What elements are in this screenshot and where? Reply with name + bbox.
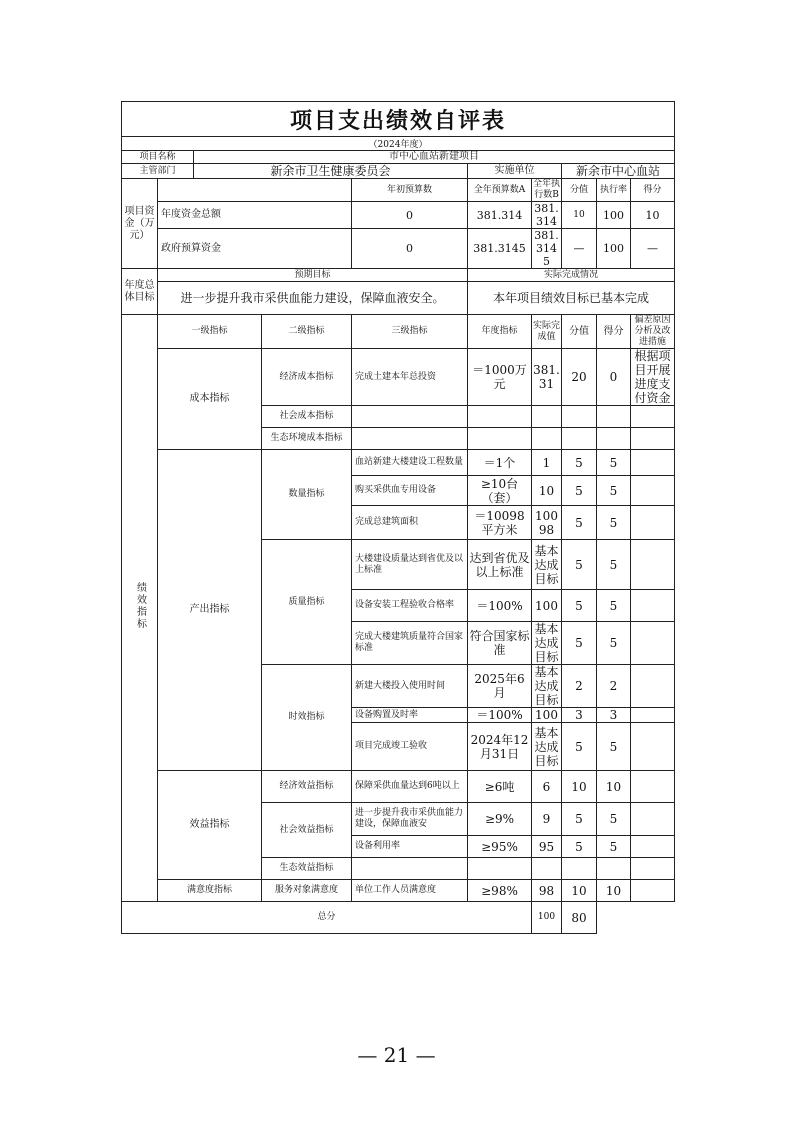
funds-total-initial: 0 (352, 202, 468, 229)
funds-header-executed: 全年执行数B (533, 179, 561, 200)
r2-target: ＝1个 (468, 450, 532, 476)
r12-target: ≥9% (468, 803, 532, 836)
funds-gov-annual: 381.3145 (468, 229, 532, 269)
funds-gov-executed: 381.3145 (532, 229, 562, 269)
r10-target: 2024年12月31日 (468, 723, 532, 771)
r3-actual: 10 (532, 476, 562, 506)
r14-target: ≥98% (468, 880, 532, 902)
r9-actual: 100 (532, 708, 562, 723)
r4-name: 完成总建筑面积 (352, 506, 468, 540)
r2-actual: 1 (532, 450, 562, 476)
project-name: 市中心血站新建项目 (194, 151, 675, 164)
r3-target: ≥10台（套） (468, 476, 532, 506)
level2-service: 服务对象满意度 (262, 880, 352, 902)
header-weight: 分值 (562, 315, 597, 349)
dept-value: 新余市卫生健康委员会 (194, 164, 468, 179)
r1-target: ＝1000万元 (468, 349, 532, 406)
r6-score: 5 (597, 590, 631, 622)
page-number: — 21 — (357, 1043, 436, 1067)
r12-name: 进一步提升我市采供血能力建设，保障血液安 (352, 803, 468, 836)
r6-name: 设备安装工程验收合格率 (352, 590, 468, 622)
performance-table (121, 101, 674, 934)
header-actual: 实际完成值 (532, 315, 562, 349)
funds-gov-weight: — (562, 229, 597, 269)
funds-gov-rate: 100 (597, 229, 631, 269)
funds-header-initial: 年初预算数 (352, 179, 468, 202)
r11-weight: 10 (562, 771, 597, 803)
goals-label: 年度总体目标 (122, 269, 158, 315)
r8-name: 新建大楼投入使用时间 (352, 665, 468, 708)
r8-score: 2 (597, 665, 631, 708)
level2-eco-benefit: 生态效益指标 (262, 858, 352, 880)
r12-weight: 5 (562, 803, 597, 836)
r10-score: 5 (597, 723, 631, 771)
r6-actual: 100 (532, 590, 562, 622)
r7-name: 完成大楼建筑质量符合国家标准 (352, 622, 468, 665)
funds-total-rate: 100 (597, 202, 631, 229)
r14-score: 10 (597, 880, 631, 902)
r4-target: ＝10098平方米 (468, 506, 532, 540)
r13-actual: 95 (532, 836, 562, 858)
level1-benefit: 效益指标 (158, 771, 262, 880)
level2-econ-benefit: 经济效益指标 (262, 771, 352, 803)
funds-total-annual: 381.314 (468, 202, 532, 229)
level2-eco-cost: 生态环境成本指标 (262, 428, 352, 450)
r11-score: 10 (597, 771, 631, 803)
r2-name: 血站新建大楼建设工程数量 (352, 450, 468, 476)
level2-quality: 质量指标 (262, 540, 352, 665)
goals-expected: 进一步提升我市采供血能力建设，保障血液安全。 (158, 282, 468, 315)
level1-cost: 成本指标 (158, 349, 262, 450)
total-score: 80 (562, 902, 597, 934)
header-target: 年度指标 (468, 315, 532, 349)
header-note: 偏差原因分析及改进措施 (631, 315, 675, 349)
project-name-label: 项目名称 (122, 151, 194, 164)
indicators-side-label: 绩效指标 (122, 315, 158, 902)
r9-name: 设备购置及时率 (352, 708, 468, 723)
r8-actual: 基本达成目标 (532, 665, 562, 708)
r3-score: 5 (597, 476, 631, 506)
r12-score: 5 (597, 803, 631, 836)
funds-gov-initial: 0 (352, 229, 468, 269)
r2-weight: 5 (562, 450, 597, 476)
unit-label: 实施单位 (468, 164, 562, 179)
unit-value: 新余市中心血站 (562, 164, 675, 179)
level2-econ-cost: 经济成本指标 (262, 349, 352, 406)
funds-header-annual: 全年预算数A (468, 179, 532, 202)
r9-score: 3 (597, 708, 631, 723)
r1-score: 0 (597, 349, 631, 406)
r8-weight: 2 (562, 665, 597, 708)
r14-name: 单位工作人员满意度 (352, 880, 468, 902)
r10-name: 项目完成竣工验收 (352, 723, 468, 771)
goals-actual: 本年项目绩效目标已基本完成 (468, 282, 675, 315)
funds-label: 项目资金（万元） (122, 179, 158, 269)
header-level1: 一级指标 (158, 315, 262, 349)
funds-header-weight: 分值 (562, 179, 597, 202)
goals-expected-header: 预期目标 (158, 269, 468, 282)
r9-target: ＝100% (468, 708, 532, 723)
r11-target: ≥6吨 (468, 771, 532, 803)
r1-note: 根据项目开展进度支付资金 (631, 349, 675, 406)
funds-header-score: 得分 (631, 179, 675, 202)
year-label: （2024年度） (122, 137, 675, 151)
r3-weight: 5 (562, 476, 597, 506)
r11-actual: 6 (532, 771, 562, 803)
r2-score: 5 (597, 450, 631, 476)
total-label: 总分 (122, 902, 532, 934)
r13-name: 设备利用率 (352, 836, 468, 858)
funds-total-weight: 10 (562, 202, 597, 229)
r5-target: 达到省优及以上标准 (468, 540, 532, 590)
funds-total-executed: 381.314 (532, 202, 562, 229)
level2-social-benefit: 社会效益指标 (262, 803, 352, 858)
r3-name: 购买采供血专用设备 (352, 476, 468, 506)
r1-weight: 20 (562, 349, 597, 406)
r12-actual: 9 (532, 803, 562, 836)
r9-weight: 3 (562, 708, 597, 723)
funds-row-gov-label: 政府预算资金 (158, 229, 352, 269)
r5-weight: 5 (562, 540, 597, 590)
r5-actual: 基本达成目标 (532, 540, 562, 590)
r5-score: 5 (597, 540, 631, 590)
r13-target: ≥95% (468, 836, 532, 858)
header-level3: 三级指标 (352, 315, 468, 349)
level1-satisfaction: 满意度指标 (158, 880, 262, 902)
level1-output: 产出指标 (158, 450, 262, 771)
r7-score: 5 (597, 622, 631, 665)
funds-header-rate: 执行率 (597, 179, 631, 202)
r5-name: 大楼建设质量达到省优及以上标准 (352, 540, 468, 590)
header-score: 得分 (597, 315, 631, 349)
level2-timeliness: 时效指标 (262, 665, 352, 771)
dept-label: 主管部门 (122, 164, 194, 179)
header-level2: 二级指标 (262, 315, 352, 349)
r7-weight: 5 (562, 622, 597, 665)
r4-weight: 5 (562, 506, 597, 540)
funds-row-total-label: 年度资金总额 (158, 202, 352, 229)
r7-target: 符合国家标准 (468, 622, 532, 665)
page-title: 项目支出绩效自评表 (122, 102, 675, 137)
funds-total-score: 10 (631, 202, 675, 229)
r13-weight: 5 (562, 836, 597, 858)
r1-actual: 381.31 (532, 349, 562, 406)
r6-weight: 5 (562, 590, 597, 622)
r1-name: 完成土建本年总投资 (352, 349, 468, 406)
r10-weight: 5 (562, 723, 597, 771)
r13-score: 5 (597, 836, 631, 858)
level2-social-cost: 社会成本指标 (262, 406, 352, 428)
r14-actual: 98 (532, 880, 562, 902)
r4-actual: 10098 (532, 506, 562, 540)
r11-name: 保障采供血量达到6吨以上 (352, 771, 468, 803)
r6-target: ＝100% (468, 590, 532, 622)
total-weight: 100 (532, 902, 562, 934)
evaluation-table (121, 101, 675, 934)
goals-actual-header: 实际完成情况 (468, 269, 675, 282)
r4-score: 5 (597, 506, 631, 540)
level2-quantity: 数量指标 (262, 450, 352, 540)
r14-weight: 10 (562, 880, 597, 902)
r10-actual: 基本达成目标 (532, 723, 562, 771)
r7-actual: 基本达成目标 (532, 622, 562, 665)
funds-gov-score: — (631, 229, 675, 269)
r8-target: 2025年6月 (468, 665, 532, 708)
